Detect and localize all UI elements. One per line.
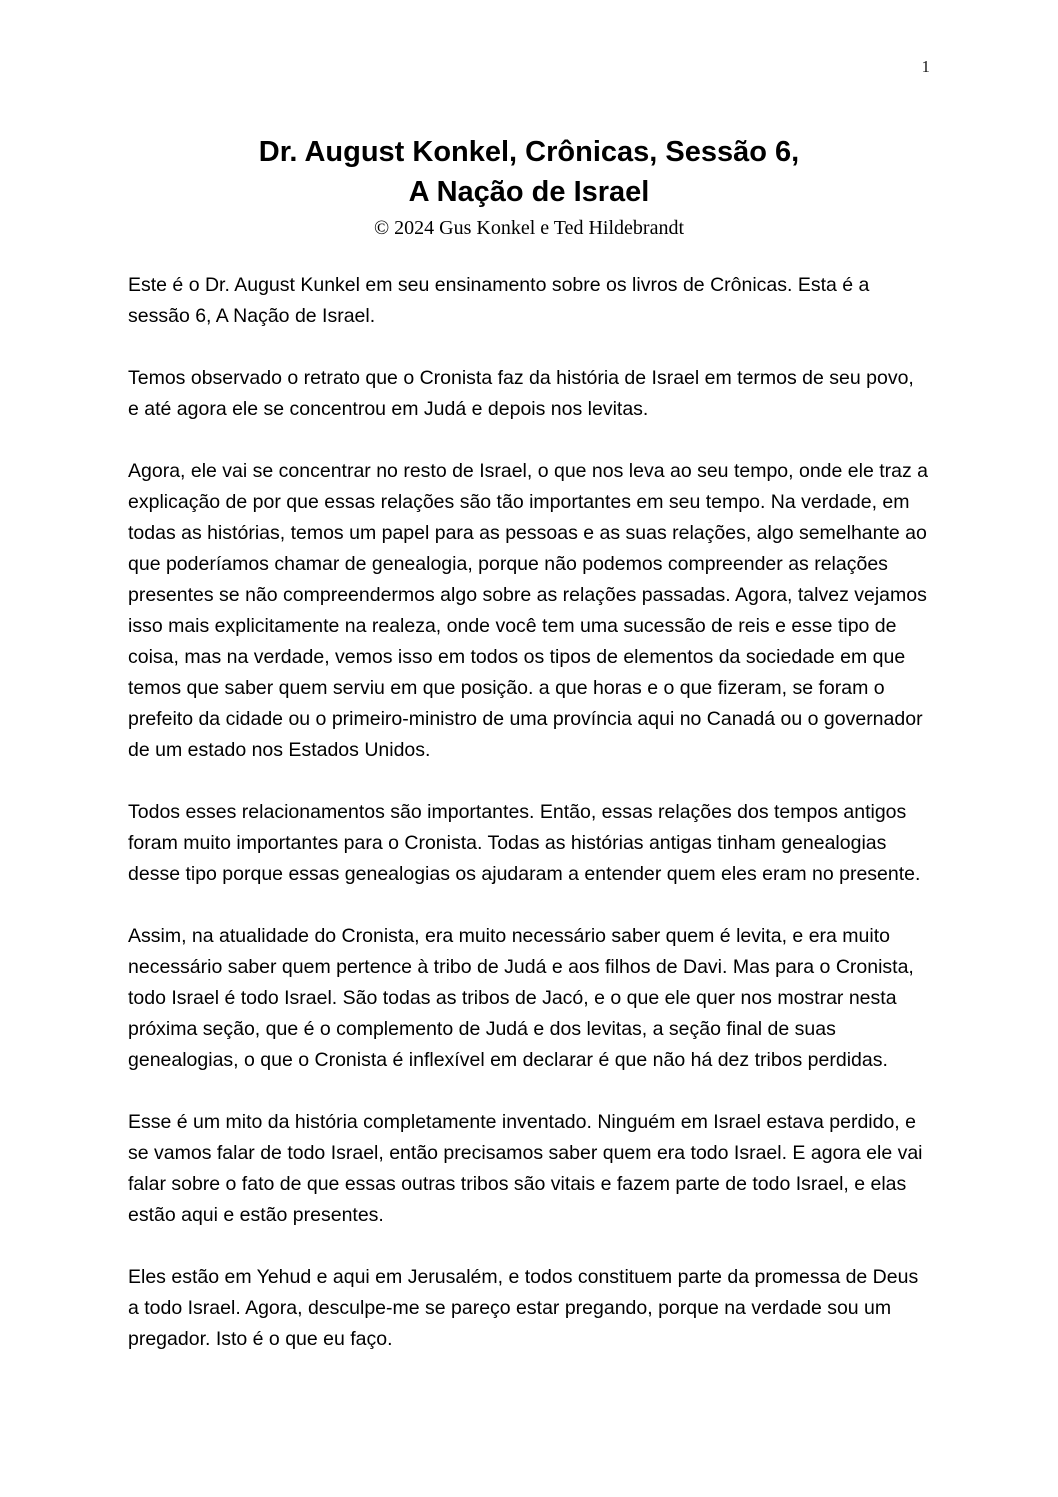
paragraph: Eles estão em Yehud e aqui em Jerusalém, e todos constituem parte da promessa de Deus a todo Israel. Agora, desculpe-me se pareço estar pregando, porque na verdade sou um pregador. Isto é o que eu faço.	[128, 1266, 919, 1350]
copyright-byline: © 2024 Gus Konkel e Ted Hildebrandt	[373, 217, 685, 239]
page-number: 1	[921, 57, 930, 76]
document-title-line-2: A Nação de Israel	[408, 176, 650, 208]
paragraph: Agora, ele vai se concentrar no resto de Israel, o que nos leva ao seu tempo, onde ele traz a explicação de por que essas relações são tão importantes em seu tempo. Na verdade, em todas as histórias, temos um papel para as pessoas e as suas relações, algo semelhante ao que poderíamos chamar de genealogia, porque não podemos compreender as relações presentes se não compreendermos algo sobre as relações passadas. Agora, talvez vejamos isso mais explicitamente na realeza, onde você tem uma sucessão de reis e esse tipo de coisa, mas na verdade, vemos isso em todos os tipos de elementos da sociedade em que temos que saber quem serviu em que posição. a que horas e o que fizeram, se foram o prefeito da cidade ou o primeiro-ministro de uma província aqui no Canadá ou o governador de um estado nos Estados Unidos.	[128, 460, 928, 761]
paragraph: Este é o Dr. August Kunkel em seu ensinamento sobre os livros de Crônicas. Esta é a sessão 6, A Nação de Israel.	[128, 274, 870, 327]
paragraph: Assim, na atualidade do Cronista, era muito necessário saber quem é levita, e era muito necessário saber quem pertence à tribo de Judá e aos filhos de Davi. Mas para o Cronista, todo Israel é todo Israel. São todas as tribos de Jacó, e o que ele quer nos mostrar nesta próxima seção, que é o complemento de Judá e dos levitas, a seção final de suas genealogias, o que o Cronista é inflexível em declarar é que não há dez tribos perdidas.	[128, 925, 914, 1071]
body-text	[128, 270, 930, 1355]
paragraph: Todos esses relacionamentos são importantes. Então, essas relações dos tempos antigos foram muito importantes para o Cronista. Todas as histórias antigas tinham genealogias desse tipo porque essas genealogias os ajudaram a entender quem eles eram no presente.	[128, 801, 921, 885]
paragraph: Temos observado o retrato que o Cronista faz da história de Israel em termos de seu povo, e até agora ele se concentrou em Judá e depois nos levitas.	[128, 367, 914, 420]
document-title-line-1: Dr. August Konkel, Crônicas, Sessão 6,	[258, 136, 800, 168]
title-block	[128, 132, 930, 242]
paragraph: Esse é um mito da história completamente inventado. Ninguém em Israel estava perdido, e se vamos falar de todo Israel, então precisamos saber quem era todo Israel. E agora ele vai falar sobre o fato de que essas outras tribos são vitais e fazem parte de todo Israel, e elas estão aqui e estão presentes.	[128, 1111, 923, 1226]
